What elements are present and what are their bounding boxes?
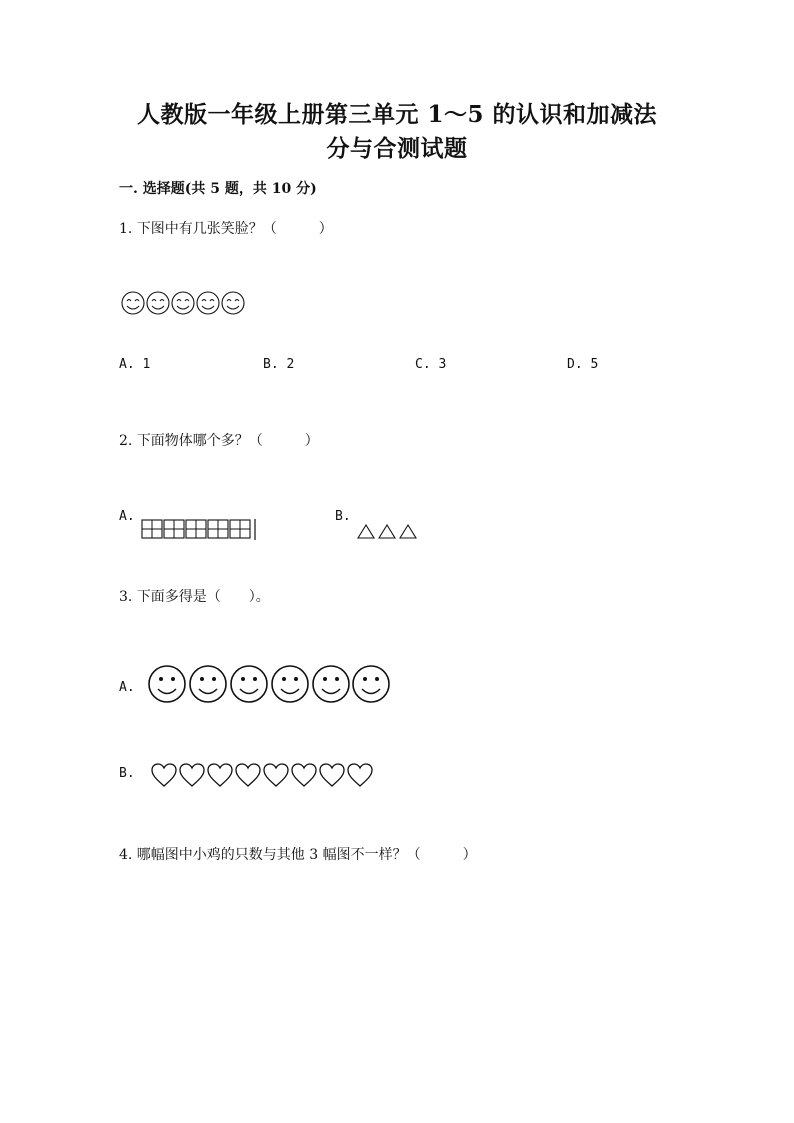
question-2-option-a[interactable]: A. [119, 509, 135, 524]
heart-icon [348, 764, 372, 786]
question-1-option-b[interactable]: B. 2 [263, 357, 295, 372]
triangle-icon [379, 525, 395, 538]
heart-icon [236, 764, 260, 786]
smiley-face-icon [190, 666, 226, 702]
smiley-face-icon [313, 666, 349, 702]
triangle-icon [400, 525, 416, 538]
question-2-option-b-figure [357, 523, 419, 541]
smiley-face-icon [222, 292, 244, 314]
heart-icon [180, 764, 204, 786]
smiley-face-row [120, 291, 252, 317]
question-1-option-c[interactable]: C. 3 [415, 357, 447, 372]
question-3-text: 3. 下面多得是（ ）。 [119, 589, 270, 605]
grid-square-icon [208, 520, 228, 538]
heart-icon [208, 764, 232, 786]
grid-square-icon [164, 520, 184, 538]
title-line-1: 人教版一年级上册第三单元 1～5 的认识和加减法 [136, 101, 658, 128]
grid-square-icon [142, 520, 162, 538]
question-1-option-d[interactable]: D. 5 [567, 357, 599, 372]
section-heading: 一. 选择题(共 5 题，共 10 分) [119, 181, 317, 197]
question-3-option-b[interactable]: B. [119, 766, 135, 781]
question-3-option-b-figure [150, 762, 378, 788]
question-2-option-a-figure [140, 518, 260, 542]
grid-square-icon [186, 520, 206, 538]
question-1-figure [120, 291, 252, 317]
question-2-option-b[interactable]: B. [335, 509, 351, 524]
smiley-face-icon [353, 666, 389, 702]
heart-icon [264, 764, 288, 786]
smiley-face-icon [122, 292, 144, 314]
grid-square-icon [230, 520, 250, 538]
question-3-option-a-figure [146, 663, 392, 705]
heart-icon [152, 764, 176, 786]
smiley-face-icon [272, 666, 308, 702]
smiley-face-icon [172, 292, 194, 314]
heart-icon [292, 764, 316, 786]
question-1-text: 1. 下图中有几张笑脸？（ ） [119, 221, 333, 237]
smiley-face-icon [197, 292, 219, 314]
question-2-text: 2. 下面物体哪个多？（ ） [119, 433, 319, 449]
question-1-option-a[interactable]: A. 1 [119, 357, 151, 372]
question-4-text: 4. 哪幅图中小鸡的只数与其他 3 幅图不一样？（ ） [119, 847, 477, 863]
title-line-2: 分与合测试题 [326, 135, 468, 162]
question-3-option-a[interactable]: A. [119, 680, 135, 695]
heart-icon [320, 764, 344, 786]
smiley-face-icon [231, 666, 267, 702]
triangle-icon [358, 525, 374, 538]
smiley-face-icon [149, 666, 185, 702]
smiley-face-icon [147, 292, 169, 314]
